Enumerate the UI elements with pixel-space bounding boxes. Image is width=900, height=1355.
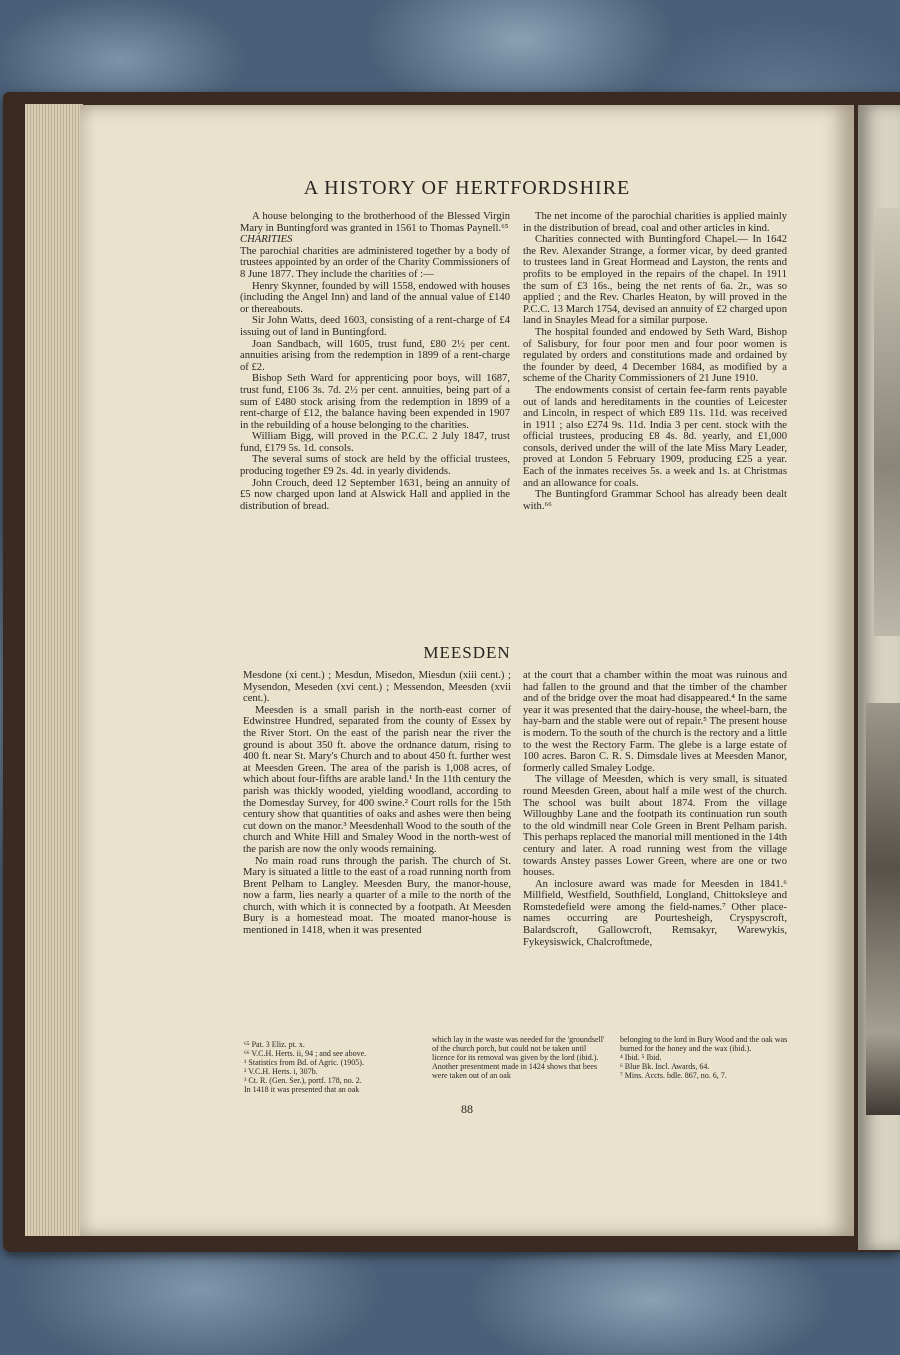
footnote: ⁶⁵ Pat. 3 Eliz. pt. x.: [244, 1040, 305, 1049]
paragraph: The village of Meesden, which is very small, is situated round Meesden Green, about half a mile west of the church. The school was built about 1874. From the village Willoughby Lane and the footpath its continuation run south to the old windmill near Cole Green in Brent Pelham parish. This perhaps replaced the manorial mill mentioned in the 14th century and later. A road running west from the village towards Anstey passes Lower Green, where are one or two houses.: [523, 774, 787, 879]
paragraph: The net income of the parochial charities is applied mainly in the distribution of bread, coal and other articles in kind.: [523, 211, 787, 234]
paragraph: An inclosure award was made for Meesden in 1841.⁶ Millfield, Westfield, Southfield, Longland, Chittoksleye and Romstedefield were among the field-names.⁷ Other place-names occurring are Pourtesheigh, Cryspyscroft, Balardscroft, Gallowcroft, Remsakyr, Warewykis, Fykeysiswick, Chalcroftmede,: [523, 878, 787, 948]
paragraph: William Bigg, will proved in the P.C.C. 2 July 1847, trust fund, £179 5s. 1d. consols.: [240, 431, 510, 454]
paragraph: Henry Skynner, founded by will 1558, endowed with houses (including the Angel Inn) and land of the annual value of £140 or thereabouts.: [240, 280, 510, 315]
paragraph: Meesden is a small parish in the north-east corner of Edwinstree Hundred, separated from the county of Essex by the River Stort. On the east of the parish near the river the ground is about 350 ft. above the ordnance datum, rising to 400 ft. near St. Mary's Church and to about 450 ft. further west at Meesden Green. The area of the parish is 1,008 acres, of which about four-fifths are arable land.¹ In the 11th century the parish was thickly wooded, yielding woodland, according to the Domesday Survey, for 400 swine.² Court rolls for the 15th century show that quantities of oaks and ashes were then being cut down on the manor.³ Meesdenhall Wood to the south of the church and White Hill and Smaley Wood in the north-west of the parish are now the only woods remaining.: [243, 704, 511, 855]
paragraph: The endowments consist of certain fee-farm rents payable out of lands and hereditaments in the counties of Leicester and Lincoln, in respect of which £89 11s. 11d. was received in 1911 ; also £274 9s. 11d. India 3 per cent. stock with the official trustees, producing £8 4s. 8d. yearly, and £1,000 consols, derived under the will of the late Miss Mary Leader, proved at London 5 February 1909, producing £25 a year. Each of the inmates receives 5s. a week and 1s. at Christmas and an allowance for coals.: [523, 384, 787, 489]
footnote: ⁶⁶ V.C.H. Herts. ii, 94 ; and see above.: [244, 1049, 367, 1058]
paragraph: Sir John Watts, deed 1603, consisting of a rent-charge of £4 issuing out of land in Buntingford.: [240, 315, 510, 338]
facing-plate-bottom: [866, 703, 900, 1115]
footnotes-col-1: [244, 1040, 419, 1094]
paragraph: No main road runs through the parish. The church of St. Mary is situated a little to the east of a road running north from Brent Pelham to Langley. Meesden Bury, the manor-house, now a farm, lies nearly a quarter of a mile to the north of the church, with which it is connected by a footpath. At Meesden Bury is a homestead moat. The moated manor-house is mentioned in 1418, when it was presented: [243, 855, 511, 937]
section-heading-meesden: MEESDEN: [423, 643, 511, 662]
upper-left-column: [240, 211, 510, 512]
facing-plate-top: [874, 208, 900, 636]
page-edges: [25, 104, 83, 1236]
footnote: ⁷ Mins. Accts. bdle. 867, no. 6, 7.: [620, 1071, 727, 1080]
footnotes-col-3: [620, 1035, 790, 1080]
footnote: ⁴ Ibid. ⁵ Ibid.: [620, 1053, 662, 1062]
meesden-left-column: [243, 670, 511, 937]
upper-right-column: [523, 211, 787, 512]
paragraph: The several sums of stock are held by the official trustees, producing together £9 2s. 4d. in yearly dividends.: [240, 454, 510, 478]
page-number: 88: [461, 1102, 473, 1116]
paragraph: The parochial charities are administered together by a body of trustees appointed by an order of the Charity Commissioners of 8 June 1877. They include the charities of :—: [240, 245, 510, 280]
paragraph: Mesdone (xi cent.) ; Mesdun, Misedon, Miesdun (xiii cent.) ; Mysendon, Meseden (xvi cent.) ; Messendon, Meesden (xvii cent.).: [243, 670, 511, 705]
footnote: ³ Ct. R. (Gen. Ser.), portf. 178, no. 2.: [244, 1076, 362, 1085]
charities-sidehead: CHARITIES: [240, 234, 293, 246]
paragraph: The hospital founded and endowed by Seth Ward, Bishop of Salisbury, for four poor men and four poor women is regulated by orders and constitutions made and ordained by the founder by deed, 4 December 1684, as modified by a scheme of the Charity Commissioners of 21 June 1910.: [523, 326, 787, 385]
footnotes-col-2: [432, 1035, 607, 1080]
paragraph: Joan Sandbach, will 1605, trust fund, £80 2½ per cent. annuities arising from the redemption in 1899 of a rent-charge of £2.: [240, 338, 510, 373]
footnote: which lay in the waste was needed for the 'groundsell' of the church porch, but could not be taken until licence for its removal was given by the lord (ibid.). Another presentment made in 1424 shows that bees were taken out of an oak: [432, 1035, 605, 1080]
footnote: In 1418 it was presented that an oak: [244, 1085, 360, 1094]
footnote: belonging to the lord in Bury Wood and the oak was burned for the honey and the wax (ibid.).: [620, 1035, 788, 1053]
paragraph: Charities connected with Buntingford Chapel.— In 1642 the Rev. Alexander Strange, a former vicar, by deed granted to trustees land in Great Hormead and Layston, the rents and profits to be employed in the repairs of the chapel. In 1911 the sum of £3 16s., being the net rents of 6a. 2r., was so applied ; and the Rev. Charles Heaton, by will proved in the P.C.C. 13 March 1754, devised an annuity of £2 charged upon land in Snayles Mead for a similar purpose.: [523, 234, 787, 327]
paragraph: A house belonging to the brotherhood of the Blessed Virgin Mary in Buntingford was granted in 1561 to Thomas Paynell.⁶⁵: [240, 211, 510, 234]
paragraph: Bishop Seth Ward for apprenticing poor boys, will 1687, trust fund, £106 3s. 7d. 2½ per cent. annuities, being part of a sum of £480 stock arising from the redemption in 1899 of a rent-charge of £12, the balance having been expended in 1907 in the rebuilding of a house belonging to the charities.: [240, 373, 510, 431]
footnote: ² V.C.H. Herts. i, 307b.: [244, 1067, 318, 1076]
paragraph: at the court that a chamber within the moat was ruinous and had fallen to the ground and that the timber of the chamber and of the bridge over the moat had disappeared.⁴ In the same year it was presented that the dairy-house, the wheel-barn, the hay-barn and the stable were out of repair.⁵ The present house is modern. To the south of the church is the rectory and a little to the west the Rectory Farm. The glebe is a large estate of 100 acres. Baron C. R. S. Dimsdale lives at Meesden Manor, formerly called Smaley Lodge.: [523, 670, 787, 774]
footnote: ¹ Statistics from Bd. of Agric. (1905).: [244, 1058, 364, 1067]
paragraph: The Buntingford Grammar School has already been dealt with.⁶⁶: [523, 489, 787, 512]
running-title: A HISTORY OF HERTFORDSHIRE: [303, 177, 631, 199]
footnote: ⁶ Blue Bk. Incl. Awards, 64.: [620, 1062, 710, 1071]
meesden-right-column: [523, 670, 787, 948]
paragraph: John Crouch, deed 12 September 1631, being an annuity of £5 now charged upon land at Alswick Hall and applied in the distribution of bread.: [240, 477, 510, 512]
